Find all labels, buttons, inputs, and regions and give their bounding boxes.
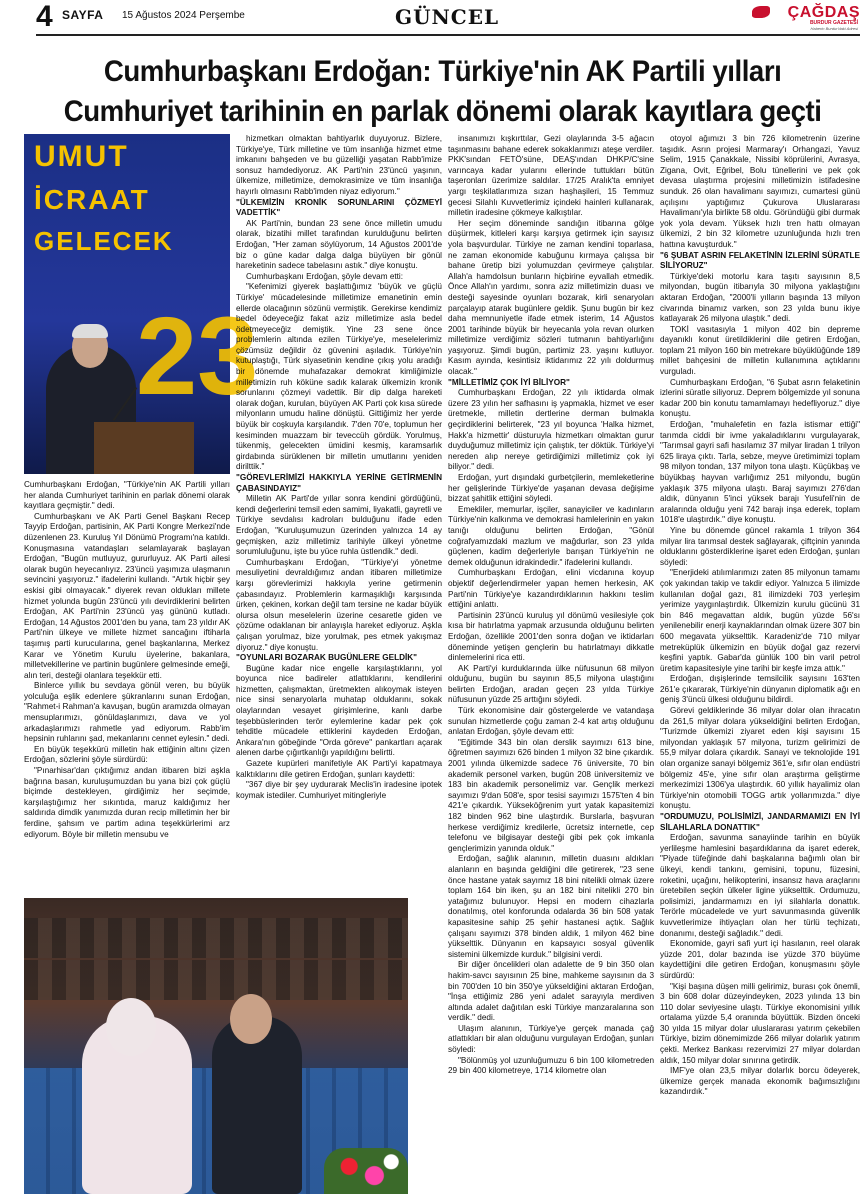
- paragraph: otoyol ağımızı 3 bin 726 kilometrenin üzerine taşıdık. Asrın projesi Marmaray'ı Orhangazi, Yavuz Selim, 1915 Çanakkale, Nissibi köprülerini, Avrasya, Zigana, Ovit, Eğribel, Bolu tünellerini ve pek çok devasa ulaştırma projesini milletimizin istifadesine sunduk. 26 olan havalimanı sayımızı, cumartesi günü açılışını yaptığımız Çukurova Uluslararası Havalimanı'yla birlikte 58 oldu. Göründüğü gibi durmak yok yola devam. Yüksek hızlı tren hattı olmayan ülkemizi, 2 bin 32 kilometre uzunluğunda hızlı tren hattına kavuşturduk.": [660, 134, 860, 249]
- paragraph: Türk ekonomisine dair göstergelerde ve vatandaşa sunulan hizmetlerde çoğu zaman 2-4 kat artış olduğunu anlatan Erdoğan, şöyle devam etti:: [448, 706, 654, 737]
- subheading: "GÖREVLERİMİZİ HAKKIYLA YERİNE GETİRMENİN ÇABASINDAYIZ": [236, 473, 442, 493]
- paragraph: "Bölünmüş yol uzunluğumuzu 6 bin 100 kilometreden 29 bin 400 kilometreye, 1714 kilometre olan: [448, 1055, 654, 1076]
- paragraph: Her seçim döneminde sandığın itibarına gölge düşürmek, kitleleri karşı karşıya getirmek için sayısız yola başvurdular. Türkiye ne zaman kendini toparlasa, ne zaman ekonomide kabuğunu kırmaya çalışsa bir bahane üretip bizi yolumuzdan çevirmeye çalıştılar. Allah'a hamdolsun bunların hiçbirine eyvallah etmedik. Önce Allah'ın yardımı, sonra aziz milletimizin duası ve desteği sayesinde oyunları bozarak, kirli senaryoları parçalayıp atarak bugünlere geldik. Şunu bugün bir kez daha memnuniyetle ifade etmek isterim, 14 Ağustos 2001 tarihinde büyük bir heyecanla yola revan olurken milletimize verdiğimiz sözleri tutmanın bahtiyarlığını yaşıyoruz. Şimdi bugün, partimiz 23. yaşını kutluyor. Kasım ayında, kesintisiz iktidarımız 22 yılı doldurmuş olacak.": [448, 218, 654, 377]
- page-label: SAYFA: [62, 8, 104, 22]
- article-column-2: [236, 134, 442, 894]
- paragraph: Bugüne kadar nice engelle karşılaştıklarını, yol boyunca nice badireler atlattıklarını, kendilerini hizmetten, çalışmaktan, üretmekten alıkoymak isteyen nice sinsi senaryolarla muhatap olduklarını, sokak olaylarından vesayet girişimlerine, kanlı darbe teşebbüslerinden terör eylemlerine kadar pek çok tehditle mücadele ettiklerini kaydeden Erdoğan, Ankara'nın göbeğinde "Orda göreve" pankartları açarak alenen darbe çığırtkanlığı yapıldığını belirtti.: [236, 663, 442, 758]
- speech-photo: [24, 134, 259, 474]
- paragraph: Cumhurbaşkanı Erdoğan, "6 Şubat asrın felaketinin izlerini süratle siliyoruz. Deprem bölgemizde yıl sonuna kadar 200 bin konutu tamamlamayı hedefliyoruz." diye konuştu.: [660, 377, 860, 419]
- podium: [94, 422, 194, 474]
- paragraph: Binlerce yıllık bu sevdaya gönül veren, bu büyük yolculuğa eşlik edenlere şükranlarını sunan Erdoğan, "Rahmet-i Rahman'a kavuşan, bugün aramızda olmayan mensuplarımızı, gönüldaşlarımızı, dava ve yol arkadaşlarımızı rahmetle yad ediyorum. Rabb'im hepsinin ruhlarını şad, mekanlarını cennet eylesin." dedi.: [24, 681, 230, 744]
- paragraph: Türkiye'deki motorlu kara taşıtı sayısının 8,5 milyondan, bugün itibarıyla 30 milyona yaklaştığını aktaran Erdoğan, "2000'li yılların başında 13 milyon civarında binamız varken, son 23 yılda bunu ikiye katlayarak 26 milyona ulaştık." dedi.: [660, 271, 860, 324]
- paragraph: "Enerjideki atılımlarımızı zaten 85 milyonun tamamı çok yakından takip ve takdir ediyor. Yalnızca 5 ilimizde kullanılan doğal gazı, 81 ilimizdeki 703 yerleşim yerimize yaygınlaştırdık. Ülkemizin kurulu gücünü 31 bin 846 megavattan aldık, bugün yüzde 56'sı yenilenebilir enerji kaynaklarından olmak üzere 307 bin 600 megavata yükselttik. Karadeniz'de 710 milyar metreküplük ülkemizin en büyük doğal gaz rezervi keşfini yaptık. Gabar'da günlük 100 bin varil petrol üretim kapasitesiyle yine tarihi bir keşfe imza attık.": [660, 568, 860, 673]
- subheading: "ORDUMUZU, POLİSİMİZİ, JANDARMAMIZI EN İYİ SİLAHLARLA DONATTIK": [660, 812, 860, 832]
- paragraph: "Pınarhisar'dan çıktığımız andan itibaren bizi aşkla bağrına basan, kuruluşumuzdan bu yana bizi çok güçlü biçimde destekleyen, girdiğimiz her seçimde, karşılaştığımız her sıkıntıda, maruz kaldığımız her saldırıda dimdik yanımızda duran recip milletimin her bir ferdine, şahsım ve partim adına teşekkürlerimi arz ediyorum. Böyle bir milletin mensubu ve: [24, 766, 230, 839]
- newspaper-logo: [752, 4, 860, 30]
- paragraph: Yine bu dönemde güncel rakamla 1 trilyon 364 milyar lira tarımsal destek sağlayarak, çiftçinin yanında olduklarını gösterdiklerine işaret eden Erdoğan, şunları söyledi:: [660, 525, 860, 567]
- headline-line-2: Cumhuriyet tarihinin en parlak dönemi olarak kayıtlara geçti: [63, 95, 822, 128]
- section-title: GÜNCEL: [395, 5, 500, 29]
- logo-text: ÇAĞDAŞ: [787, 4, 860, 21]
- paragraph: Erdoğan, sağlık alanının, milletin duasını aldıkları alanların en başında geldiğini dile getirerek, "23 sene önce hastane yatak sayımız 18 bini nitelikli olmak üzere toplam 164 bin iken, şu an 182 bini nitelikli 270 bin yatağımız bulunuyor. Hepsi en modern cihazlarla donatılmış, otel konforunda odalarda 36 bin 508 yatak kapasitesine sahip 25 şehir hastanesi açtık. Sağlık çalışanı sayımızı 378 binden aldık, 1 milyon 462 bine yükselttik. Dünyanın en kapsayıcı sosyal güvenlik sistemini ülkemizde kurduk." bilgisini verdi.: [448, 854, 654, 959]
- banner-number: 23: [136, 295, 259, 418]
- paragraph: "Eğitimde 343 bin olan derslik sayımızı 613 bine, öğretmen sayımızı 626 binden 1 milyon 32 bine çıkardık. 2001 yılında ülkemizde sadece 76 üniversite, 70 bin akademik personel varken, bugün 208 üniversitemiz ve 183 bin akademik personelimiz var. Gençlik merkezi sayımızı 9'dan 508'e, spor tesisi sayımızı 1575'ten 4 bin 421'e çıkardık. Yükseköğrenim yurt yatak kapasitemizi 182 binden 962 bine ulaştırdık. Burslarla, başvuran herkese verdiğimiz kredilerle, ücretsiz internetle, cep telefonu ve bilgisayar desteği gibi pek çok imkanla gençlerimizin yanında olduk.": [448, 737, 654, 853]
- paragraph: Cumhurbaşkanı ve AK Parti Genel Başkanı Recep Tayyip Erdoğan, partisinin, AK Parti Kongre Merkezi'nde düzenlenen 23. Kuruluş Yıl Dönümü Programı'na katıldı. Konuşmasına vatandaşları selamlayarak başlayan Erdoğan, "Bugün mutluyuz, gururluyuz. AK Parti ailesi olarak bugün heyecanlıyız. 23'üncü yaşımıza ulaşmanın sevincini yaşıyoruz." ifadelerini kullandı. "Artık hiçbir şey eskisi gibi olmayacak." diyerek revan oldukları millete hizmet yolunda bugün 23'üncü yılı devirdiklerini belirten Erdoğan, AK Parti'nin 23'üncü yaş gününü kutladı. Erdoğan, 14 Ağustos 2001'den bu yana, tam 23 yıldır AK Parti'nin ülkeye ve millete hizmet sancağını iftiharla taşımış parti kurucularına, genel başkanlarına, Merkez Karar ve Yönetim Kurulu üyelerine, bakanlara, milletvekillerine ve partinin bugünlere gelmesinde emeği, alın teri, desteği olanlara teşekkür etti.: [24, 511, 230, 680]
- paragraph: TOKİ vasıtasıyla 1 milyon 402 bin depreme dayanıklı konut üretildiklerini dile getiren Erdoğan, toplam 21 milyon 160 bin metrekare büyüklüğünde 189 millet bahçesini de milletin kullanımına açtıklarını vurguladı.: [660, 324, 860, 377]
- paragraph: "367 diye bir şey uydurarak Meclis'in iradesine ipotek koymak istediler. Cumhuriyet mitingleriyle: [236, 780, 442, 800]
- paragraph: Emekliler, memurlar, işçiler, sanayiciler ve kadınların Türkiye'nin kalkınma ve demokrasi hamlelerinin en yakın tanığı olduğunu belirten Erdoğan, "Gönül coğrafyamızdaki mazlum ve mağdurlar, son 23 yılda güçlenen, kadim değerleriyle barışan Türkiye'nin ne demek olduğunun idrakindedir." ifadelerini kullandı.: [448, 504, 654, 567]
- page-number: 4: [36, 0, 53, 33]
- paragraph: "Kefenimizi giyerek başlattığımız 'büyük ve güçlü Türkiye' mücadelesinde milletimize emanetinin emin ellerde olacağının sözünü vermiştik. Gerekirse kendimiz bedel ödeyeceğiz fakat aziz milletimize asla bedel ödetmeyeceğiz demiştik. Yine 23 sene önce problemlerin altında ezilen Türkiye'ye, meselelerimiz çözümsüz değildir öz güvenini aşıladık. Türkiye'nin kutuplaştığı, Türk siyasetinin kendine çıkış yolu aradığı bir dönemde muhafazakar demokrat kimliğimizle milletimizin ruh köküne sadık kalarak ülkemizin kronik sorunlarını çözmeyi vadettik. Bir dip dalga hareketi olarak doğan, kurulan, büyüyen AK Parti çok kısa sürede milyonların umudu haline dönüştü. Gittiğimiz her yerde büyük bir coşkuyla karşılandık. 7'den 70'e, toplumun her kesiminden muazzam bir teveccüh gördük. Yorulmuş, tükenmiş, gelecekten ümidini kesmiş, karamsarlık girdabında sürüklenen bir milletin umutlarını yeniden dirilttik.": [236, 282, 442, 472]
- paragraph: Cumhurbaşkanı Erdoğan, elini vicdanına koyup objektif değerlendirmeler yapan hemen herkesin, AK Parti'nin Türkiye'ye kazandırdıklarının hakkını teslim ettiğini anlattı.: [448, 568, 654, 610]
- logo-tagline: Haberin Burdur'daki Adresi: [810, 26, 858, 31]
- paragraph: IMF'ye olan 23,5 milyar dolarlık borcu ödeyerek, ülkemize gerçek manada ekonomik bağımsızlığını kazandırdık.": [660, 1066, 860, 1097]
- banner-word-2: İCRAAT: [34, 184, 150, 215]
- paragraph: hizmetkarı olmaktan bahtiyarlık duyuyoruz. Bizlere, Türkiye'ye, Türk milletine ve tüm insanlığa hizmet etme imkanını bahşeden ve bu güzelliği yaşatan Rabb'imize sonsuz hamdediyoruz. AK Parti'nin 23'üncü yaşının, ülkemize, milletimize, demokrasimize ve tüm insanlığa hayırlı olmasını Rabb'imden niyaz ediyorum.": [236, 134, 442, 196]
- banner-word-3: GELECEK: [34, 226, 174, 256]
- paragraph: "Kişi başına düşen milli gelirimiz, burası çok önemli, 3 bin 608 dolar düzeyindeyken, 2023 yılında 13 bin 110 dolar seviyesine ulaştı. Türkiye ekonomisini yıllık ortalama yüzde 5,4 oranında büyüttük. Bizden önceki 30 yılda 15 milyar dolar uluslararası yatırım çekebilen Türkiye, bizim dönemimizde 266 milyar dolarlık yatırım çekti. Merkez Bankası rezervimizi 27 milyar dolardan aldık, 150 milyar dolar sınırına getirdik.: [660, 981, 860, 1065]
- paragraph: Ekonomide, gayri safi yurt içi hasılanın, reel olarak yüzde 201, dolar bazında ise yüzde 370 büyüme kaydettiğini dile getiren Erdoğan, konuşmasını şöyle sürdürdü:: [660, 939, 860, 980]
- paragraph: En büyük teşekkürü milletin hak ettiğinin altını çizen Erdoğan, sözlerini şöyle sürdürdü:: [24, 744, 230, 765]
- article-column-3: [448, 134, 654, 1196]
- president-head: [230, 994, 272, 1044]
- headline-line-1: Cumhurbaşkanı Erdoğan: Türkiye'nin AK Partili yılları: [103, 55, 782, 88]
- paragraph: AK Parti'yi kurduklarında ülke nüfusunun 68 milyon olduğunu, bugün bu sayının 85,5 milyona ulaştığını belirten Erdoğan, aradan geçen 23 yılda Türkiye nüfusunun yüzde 25 arttığını söyledi.: [448, 663, 654, 705]
- flower-arrangement: [324, 1148, 408, 1194]
- paragraph: Cumhurbaşkanı Erdoğan, "Türkiye'yi yönetme mesuliyetini devraldığımız andan itibaren milletimize karşı görevlerimizi hakkıyla yerine getirmenin çabasındayız. Problemlerin karmaşıklığı karşısında ürken, çekinen, korkan değil tam tersine ne kadar büyük olursa olsun meselelerin üzerine cesaretle giden ve çözüme odaklanan bir anlayışla hareket ediyoruz. Aşkla çalışan yorulmaz, bize yorulmak, pes etmek yakışmaz diyoruz." diye konuştu.: [236, 557, 442, 652]
- photo-caption: Cumhurbaşkanı Erdoğan, "Türkiye'nin AK Partili yılları her alanda Cumhuriyet tarihinin en parlak dönemi olarak kayıtlara geçmiştir." dedi.: [24, 480, 230, 511]
- audience-row: [24, 918, 408, 958]
- paragraph: Bir diğer öncelikleri olan adalette de 9 bin 350 olan hakim-savcı sayısının 25 bine, mahkeme sayısının da 3 bin 700'den 10 bin 350'ye yükseldiğini aktaran Erdoğan, "İnşa ettiğimiz 286 yeni adalet sarayıyla merdiven altında adalet dağıtılan eski Türkiye manzaralarına son verdik." dedi.: [448, 960, 654, 1023]
- paragraph: Görevi geldiklerinde 36 milyar dolar olan ihracatın da 261,5 milyar dolara yükseldiğini belirten Erdoğan, "Turizmde ülkemizi ziyaret eden kişi sayısını 15 milyondan yaklaşık 57 milyona, turizm gelirimizi de 55,9 milyar dolara çıkardık. Sanayi ve teknolojide 191 olan organize sanayi bölgemiz 361'e, sıfır olan endüstri bölgemiz 45'e, yine sıfır olan araştırma geliştirme merkezimizi 1306'ya ulaştırdık. 60 yıllık hayalimiz olan Türkiye'nin otomobili TOGG artık yollarımızda." diye konuştu.: [660, 706, 860, 811]
- banner-word-1: UMUT: [34, 140, 129, 173]
- subheading: "OYUNLARI BOZARAK BUGÜNLERE GELDİK": [236, 653, 418, 663]
- issue-date: 15 Ağustos 2024 Perşembe: [122, 10, 245, 21]
- article-column-1: [24, 480, 230, 892]
- paragraph: Partisinin 23'üncü kuruluş yıl dönümü vesilesiyle çok kısa bir hatırlatma yapmak arzusunda olduğunu belirten Erdoğan, özellikle 2001'den sonra doğan ve iktidarları döneminde yetişen gençlerin bu hatırlatmayı dikkatle dinlemelerini rica etti.: [448, 610, 654, 663]
- page-header: [0, 0, 860, 34]
- subheading: "ÜLKEMİZİN KRONİK SORUNLARINI ÇÖZMEYİ VADETTİK": [236, 197, 442, 218]
- logo-subtitle: BURDUR GAZETESİ: [809, 20, 858, 26]
- speaker-hair: [72, 324, 108, 338]
- subheading: "MİLLETİMİZ ÇOK İYİ BİLİYOR": [448, 377, 570, 387]
- paragraph: Cumhurbaşkanı Erdoğan, 22 yılı iktidarda olmak üzere 23 yılın her safhasını iş yapmakla, hizmet ve eser üretmekle, milletin dertlerine derman bulmakla geçirdiklerini belirterek, "23 yıl boyunca 'Halka hizmet, Hakk'a hizmettir' düsturuyla hizmetkarı olmaktan gurur duyduğumuz milletimiz için çalıştık, ter döktük. Türkiye'yi nereden alıp nereye getirdiğimizi milletimiz çok iyi biliyor." dedi.: [448, 388, 654, 472]
- first-lady-headscarf: [106, 998, 156, 1056]
- paragraph: Milletin AK Parti'de yıllar sonra kendini gördüğünü, kendi değerlerini temsil eden samimi, liyakatli, gayretli ve Türkiye sevdalısı kadroları bulduğunu ifade eden Erdoğan, "Kuruluşumuzun üzerinden yalnızca 14 ay geçmişken, aziz milletimiz tarihiyle ülkeyi yönetme sorumluluğunu, işte bu yüce ruhla üstlendik." dedi.: [236, 494, 442, 557]
- paragraph: Ulaşım alanının, Türkiye'ye gerçek manada çağ atlattıkları bir alan olduğunu vurgulayan Erdoğan, şunları söyledi:: [448, 1023, 654, 1055]
- paragraph: Cumhurbaşkanı Erdoğan, şöyle devam etti:: [246, 271, 404, 281]
- paragraph: Gazete kupürleri manifetiyle AK Parti'yi kapatmaya kalktıklarını dile getiren Erdoğan, şunları kaydetti:: [236, 759, 442, 779]
- audience-row: [24, 960, 408, 1000]
- paragraph: Erdoğan, savunma sanayiinde tarihin en büyük yerlileşme hamlesini başardıklarına da işaret ederek, "Piyade tüfeğinde dahi başkalarına bağımlı olan bir ülkeyi, kendi tankını, gemisini, topunu, füzesini, roketini, uçağını, helikopterini, insansız hava araçlarını üretebilen seçkin ülkeler ligine yükselttik. Ordumuzu, polisimizi, jandarmamızı en iyi silahlarla donattık. Terörle mücadelede ve yurt savunmasında güvenlik kuvvetlerimize ihtiyaçları olan her türlü teçhizatı, donanımı, desteği sağladık." dedi.: [660, 833, 860, 938]
- main-headline: [24, 52, 861, 132]
- subheading: "6 ŞUBAT ASRIN FELAKETİNİN İZLERİNİ SÜRATLE SİLİYORUZ": [660, 250, 860, 271]
- paragraph: AK Parti'nin, bundan 23 sene önce milletin umudu olarak, bizatihi millet tarafından kurulduğunu belirten Erdoğan, "Her zaman söylüyorum, 14 Ağustos 2001'de biz o güne kadar dalga dalga büyüyen bir gönül hareketinin sadece tabelasını astık." diye konuştu.: [236, 218, 442, 271]
- header-divider: [36, 34, 860, 36]
- article-column-4: [660, 134, 860, 1196]
- paragraph: Erdoğan, yurt dışındaki gurbetçilerin, memleketlerine her gelişlerinde Türkiye'de yaşanan devasa değişime bizzat şahitlik ettiğini söyledi.: [448, 473, 654, 504]
- audience-photo: [24, 898, 408, 1194]
- paragraph: Erdoğan, "muhalefetin en fazla istismar ettiği" tarımda ciddi bir ivme yakaladıklarını vurgulayarak, "Tarımsal gayri safi hasılamız 37 milyar liradan 1 trilyon 625 liraya çıktı. Tarla, sebze, meyve üretimimizi toplam 98 milyon tondan, 137 milyon tona ulaştı. Küçükbaş ve büyükbaş hayvan varlığımız 251 milyondu, bugün yaklaşık 375 milyona ulaştı. Baraj sayımızı 276'dan aldık, dünyanın 5'inci yüksek barajı Yusufeli'nin de aralarında olduğu yeni 742 barajı inşa ederek, toplam 1018'e ulaştırdık." diye konuştu.: [660, 420, 860, 525]
- paragraph: insanımızı kışkırttılar, Gezi olaylarında 3-5 ağacın taşınmasını bahane ederek sokaklarımızı ateşe verdiler. PKK'sından FETÖ'süne, DEAŞ'ından DHKP/C'sine varıncaya kadar yularını ellerinde tuttukları bütün taşeronları üzerimize saldılar. 17/25 Aralık'ta emniyet yargı teşkilatlarımıza sızan haşhaşileri, 15 Temmuz gecesi Silahlı Kuvvetlerimiz içindeki hainleri kullanarak, milletin iradesine çökmeye kalkıştılar.: [448, 134, 654, 218]
- paragraph: Erdoğan, dışişlerinde temsilcilik sayısını 163'ten 261'e çıkararak, Türkiye'nin dünyanın diplomatik ağı en geniş 3'üncü ülkesi olduğunu bildirdi.: [660, 674, 860, 705]
